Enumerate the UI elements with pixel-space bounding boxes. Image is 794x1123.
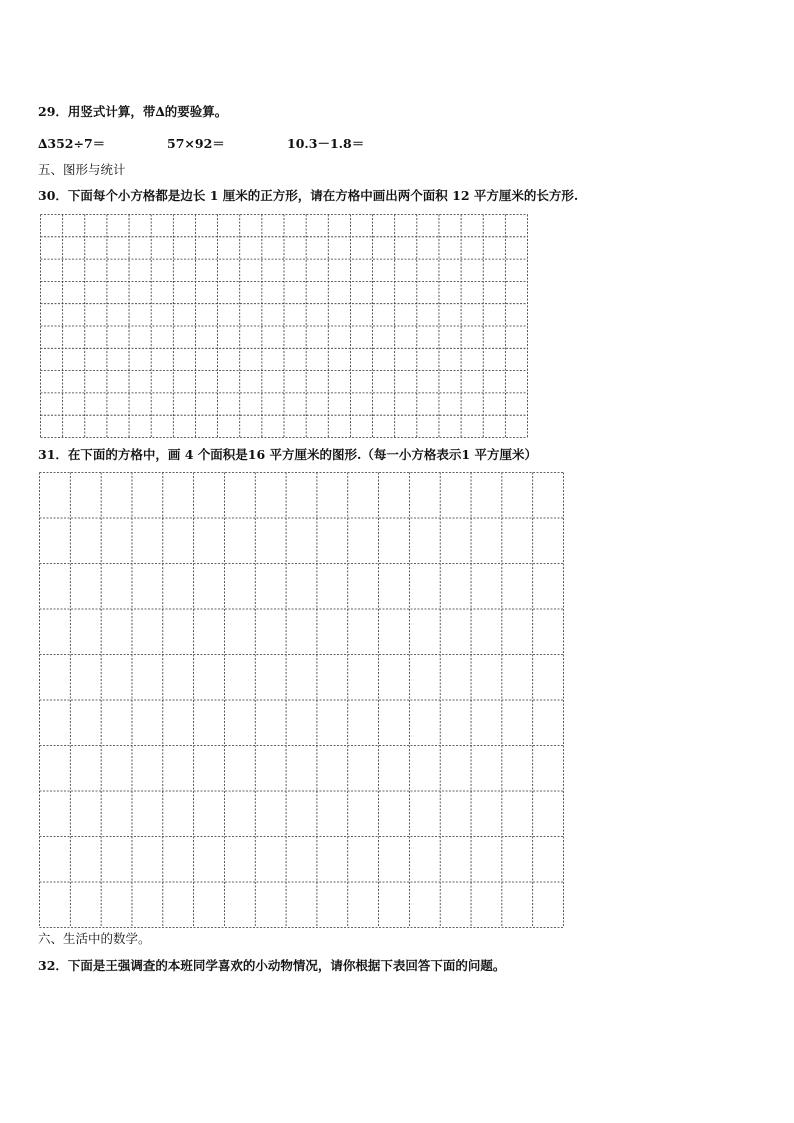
- grid-q31: [39, 472, 564, 928]
- section-5-title: 五、图形与统计: [38, 162, 126, 177]
- grid-q30-svg: [40, 214, 528, 438]
- q29-item-2: 57×92＝: [167, 136, 225, 151]
- grid-q31-svg: [39, 472, 564, 928]
- q30-text: 30．下面每个小方格都是边长 1 厘米的正方形，请在方格中画出两个面积 12 平方厘米的长方形.: [38, 188, 579, 203]
- q29-text: 29．用竖式计算，带∆的要验算。: [38, 104, 228, 119]
- grid-q30: [40, 214, 528, 438]
- q32-text: 32．下面是王强调查的本班同学喜欢的小动物情况，请你根据下表回答下面的问题。: [38, 958, 506, 973]
- section-6-title: 六、生活中的数学。: [38, 931, 151, 946]
- q31-text: 31．在下面的方格中，画 4 个面积是16 平方厘米的图形.（每一小方格表示1 平方厘米）: [38, 447, 537, 462]
- q29-item-1: ∆352÷7＝: [38, 136, 106, 151]
- q29-item-3: 10.3－1.8＝: [287, 136, 365, 151]
